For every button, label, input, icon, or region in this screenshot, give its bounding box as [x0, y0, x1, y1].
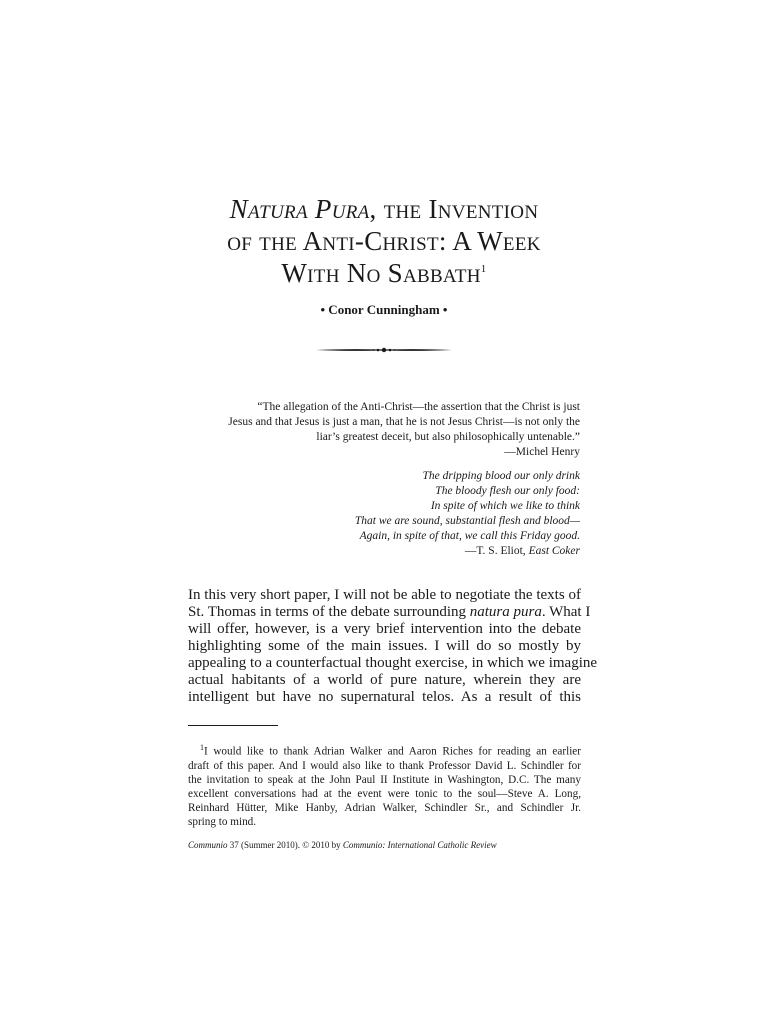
poem-line: Again, in spite of that, we call this Friday good. [359, 530, 580, 542]
title-footnote-mark: 1 [480, 263, 487, 275]
footnote-line: excellent conversations had at the event were tonic to the soul—Steve A. Long, [188, 787, 581, 800]
poem-line: The dripping blood our only drink [422, 470, 580, 482]
footnote-mark: 1 [200, 743, 204, 752]
title-line3: With No Sabbath [281, 258, 481, 288]
footnote-line: spring to mind. [188, 815, 257, 828]
epigraph-henry-line: Jesus and that Jesus is just a man, that he is not Jesus Christ—is not only the [228, 416, 580, 428]
body-italic-term: natura pura [469, 604, 542, 620]
body-line: will offer, however, is a very brief intervention into the debate [188, 621, 581, 637]
poem-line: In spite of which we like to think [430, 500, 580, 512]
epigraph-henry-attribution: —Michel Henry [504, 446, 580, 458]
body-text: . What I [541, 604, 591, 620]
footnote-line: draft of this paper. And I would also like to thank Professor David L. Schindler for [188, 759, 581, 772]
body-line: highlighting some of the main issues. I will do so mostly by [188, 638, 581, 654]
epigraph-henry-line: “The allegation of the Anti-Christ—the assertion that the Christ is just [257, 401, 580, 413]
body-line: In this very short paper, I will not be able to negotiate the texts of [188, 587, 581, 603]
article-title [150, 193, 618, 289]
footnote-rule [188, 725, 278, 726]
poem-line: That we are sound, substantial flesh and blood— [354, 515, 580, 527]
attribution-work: East Coker [528, 545, 580, 557]
footnote-line: the invitation to speak at the John Paul II Institute in Washington, D.C. The many [188, 773, 581, 786]
body-line [188, 604, 591, 621]
title-italic-part: Natura Pura [229, 194, 370, 224]
attribution-author: —T. S. Eliot, [464, 545, 529, 557]
epigraph-henry-line: liar’s greatest deceit, but also philosophically untenable.” [316, 431, 580, 443]
footnote [188, 741, 581, 829]
body-line: appealing to a counterfactual thought exercise, in which we imagine [188, 655, 598, 671]
body-line: intelligent but have no supernatural telos. As a result of this [188, 689, 581, 705]
title-part2: , the Invention [369, 194, 539, 224]
body-line: actual habitants of a world of pure nature, wherein they are [188, 672, 581, 688]
author-name: • Conor Cunningham • [320, 302, 448, 317]
epigraph-henry [188, 400, 580, 460]
footer-journal: Communio [188, 840, 228, 850]
epigraph-eliot-attribution [300, 544, 580, 559]
epigraph-eliot [300, 469, 580, 559]
body-paragraph [188, 587, 598, 706]
poem-line: The bloody flesh our only food: [435, 485, 580, 497]
footnote-line [188, 741, 581, 759]
footnote-line: Reinhard Hütter, Mike Hanby, Adrian Walker, Schindler Sr., and Schindler Jr. [188, 801, 581, 814]
footnote-text: I would like to thank Adrian Walker and Aaron Riches for reading an earlier [204, 745, 581, 758]
ornament-divider-icon [314, 344, 454, 356]
footer-publisher: Communio: International Catholic Review [342, 840, 497, 850]
page-footer-citation [188, 840, 581, 850]
body-text: St. Thomas in terms of the debate surrounding [188, 604, 470, 620]
title-line2: of the Anti-Christ: A Week [227, 226, 541, 256]
footer-citation: 37 (Summer 2010). © 2010 by [227, 840, 343, 850]
